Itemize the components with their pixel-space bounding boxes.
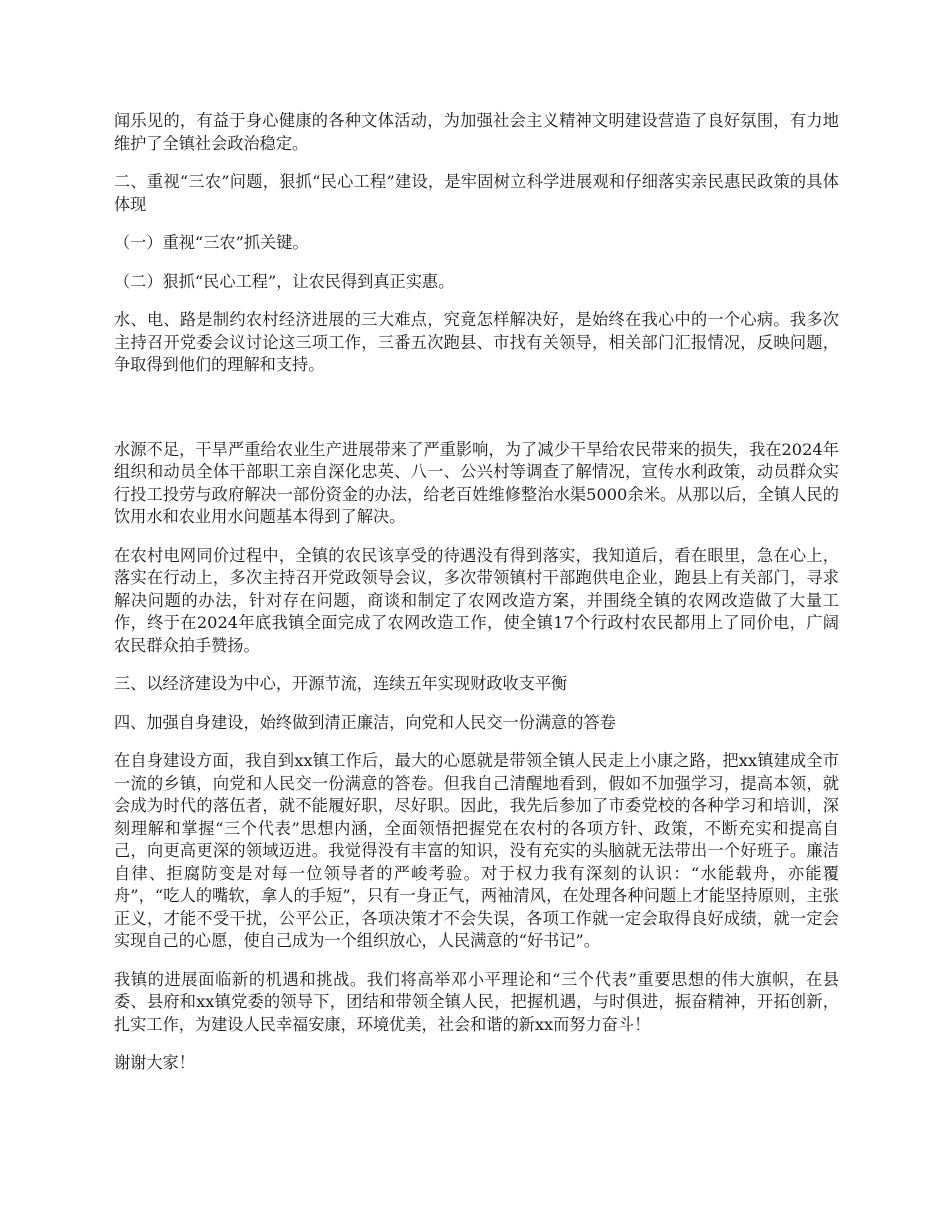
page-gap: [114, 393, 839, 439]
paragraph-intro-continuation: 闻乐见的，有益于身心健康的各种文体活动，为加强社会主义精神文明建设营造了良好氛围，有力地维护了全镇社会政治稳定。: [114, 111, 839, 153]
paragraph-electricity: 在农村电网同价过程中，全镇的农民该享受的待遇没有得到落实，我知道后，看在眼里，急在心上，落实在行动上，多次主持召开党政领导会议，多次带领镇村干部跑供电企业，跑县上有关部门，寻求解决问题的办法，针对存在问题，商谈和制定了农网改造方案，并围绕全镇的农网改造做了大量工作，终于在2024年底我镇全面完成了农网改造工作，使全镇17个行政村农民都用上了同价电，广阔农民群众拍手赞扬。: [114, 545, 839, 655]
document-body: [114, 110, 839, 1091]
closing-thanks: 谢谢大家！: [114, 1053, 195, 1072]
paragraph-outlook: 我镇的进展面临新的机遇和挑战。我们将高举邓小平理论和“三个代表”重要思想的伟大旗帜，在县委、县府和xx镇党委的领导下，团结和带领全镇人民，把握机遇，与时俱进，振奋精神，开拓创新，扎实工作，为建设人民幸福安康，环境优美，社会和谐的新xx而努力奋斗！: [114, 969, 839, 1034]
subheading-two: （二）狠抓“民心工程”，让农民得到真正实惠。: [114, 271, 455, 291]
section-heading-four: 四、加强自身建设，始终做到清正廉洁，向党和人民交一份满意的答卷: [114, 712, 616, 732]
paragraph-infrastructure: 水、电、路是制约农村经济进展的三大难点，究竟怎样解决好，是始终在我心中的一个心病。我多次主持召开党委会议讨论这三项工作，三番五次跑县、市找有关领导，相关部门汇报情况，反映问题，争取得到他们的理解和支持。: [114, 310, 839, 374]
subheading-one: （一）重视“三农”抓关键。: [114, 233, 309, 252]
paragraph-self-building: 在自身建设方面，我自到xx镇工作后，最大的心愿就是带领全镇人民走上小康之路，把xx镇建成全市一流的乡镇，向党和人民交一份满意的答卷。但我自己清醒地看到，假如不加强学习，提高本领，就会成为时代的落伍者，就不能履好职，尽好职。因此，我先后参加了市委党校的各种学习和培训，深刻理解和掌握“三个代表”思想内涵，全面领悟把握党在农村的各项方针、政策，不断充实和提高自己，向更高更深的领域迈进。我觉得没有丰富的知识，没有充实的头脑就无法带出一个好班子。廉洁自律、拒腐防变是对每一位领导者的严峻考验。对于权力我有深刻的认识：“水能载舟，亦能覆舟”，“吃人的嘴软，拿人的手短”，只有一身正气，两袖清风，在处理各种问题上才能坚持原则，主张正义，才能不受干扰，公平公正，各项决策才不会失误，各项工作就一定会取得良好成绩，就一定会实现自己的心愿，使自己成为一个组织放心，人民满意的“好书记”。: [114, 751, 839, 950]
paragraph-water: 水源不足，干旱严重给农业生产进展带来了严重影响，为了减少干旱给农民带来的损失，我在2024年组织和动员全体干部职工亲自深化忠英、八一、公兴村等调查了解情况，宣传水利政策，动员群众实行投工投劳与政府解决一部份资金的办法，给老百姓维修整治水渠5000余米。从那以后，全镇人民的饮用水和农业用水问题基本得到了解决。: [114, 439, 839, 526]
section-heading-two: 二、重视“三农”问题，狠抓“民心工程”建设，是牢固树立科学进展观和仔细落实亲民惠民政策的具体体现: [114, 172, 839, 214]
section-heading-three: 三、以经济建设为中心，开源节流，连续五年实现财政收支平衡: [114, 674, 568, 693]
